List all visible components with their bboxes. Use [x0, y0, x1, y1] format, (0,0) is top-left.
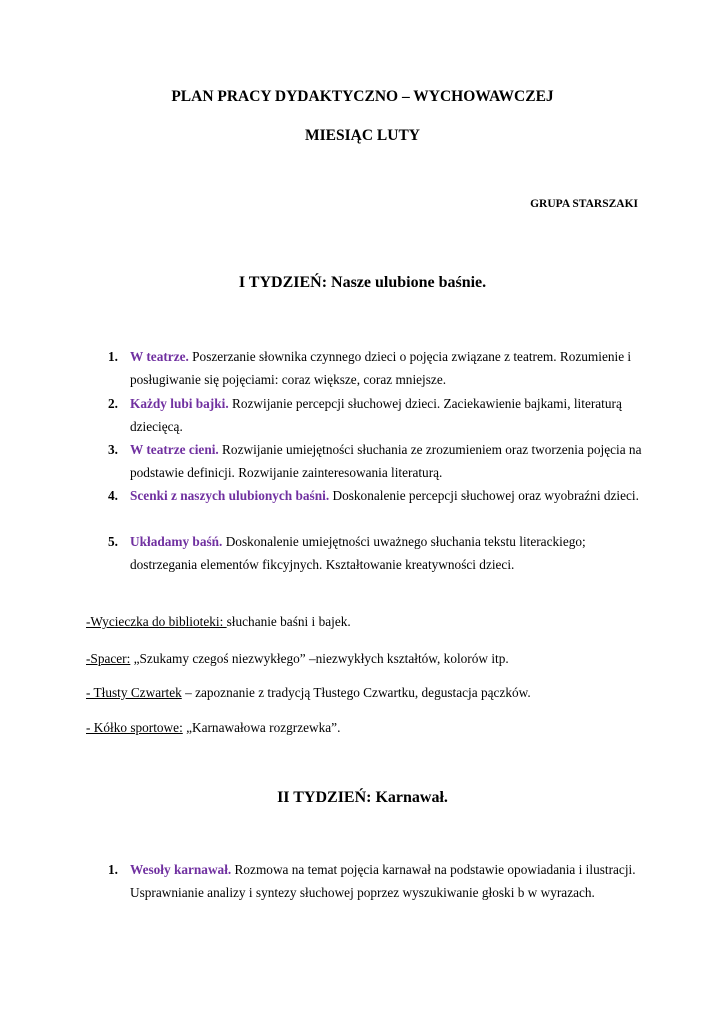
week1-heading: I TYDZIEŃ: Nasze ulubione baśnie. [238, 274, 487, 291]
item-number: 5. [108, 534, 118, 549]
document-subtitle: MIESIĄC LUTY [305, 127, 420, 144]
activity-library-trip [86, 614, 646, 630]
item-text: Rozmowa na temat pojęcia karnawał na podstawie opowiadania i ilustracji. Usprawnianie analizy i syntezy słuchowej poprzez wyszukiwanie głoski b w wyrazach. [130, 862, 636, 900]
group-label: GRUPA STARSZAKI [530, 198, 638, 210]
item-topic: Układamy baśń. [130, 534, 223, 549]
item-topic: Scenki z naszych ulubionych baśni. [130, 488, 330, 503]
item-number: 2. [108, 396, 118, 411]
item-number: 1. [108, 349, 118, 364]
item-topic: Każdy lubi bajki. [130, 396, 229, 411]
list-item [108, 345, 648, 391]
item-number: 3. [108, 442, 118, 457]
activity-label: -Spacer: [86, 651, 131, 666]
activity-sports-club [86, 720, 646, 736]
activity-text: „Szukamy czegoś niezwykłego” –niezwykłych kształtów, kolorów itp. [130, 651, 509, 666]
item-topic: W teatrze. [130, 349, 189, 364]
item-text: Doskonalenie umiejętności uważnego słuchania tekstu literackiego; dostrzegania elementów fikcyjnych. Kształtowanie kreatywności dzieci. [130, 534, 586, 572]
item-text: Rozwijanie percepcji słuchowej dzieci. Zaciekawienie bajkami, literaturą dziecięcą. [130, 396, 622, 434]
list-item [108, 858, 648, 904]
item-text: Rozwijanie umiejętności słuchania ze zrozumieniem oraz tworzenia pojęcia na podstawie definicji. Rozwijanie zainteresowania literaturą. [130, 442, 642, 480]
list-item [108, 530, 648, 576]
item-topic: W teatrze cieni. [130, 442, 219, 457]
activity-label: -Wycieczka do biblioteki: [86, 614, 227, 629]
activity-text: – zapoznanie z tradycją Tłustego Czwartku, degustacja pączków. [181, 685, 531, 700]
activity-walk [86, 651, 646, 667]
item-number: 1. [108, 862, 118, 877]
item-text: Poszerzanie słownika czynnego dzieci o pojęcia związane z teatrem. Rozumienie i posługiwanie się pojęciami: coraz większe, coraz mniejsze. [130, 349, 632, 387]
item-text: Doskonalenie percepcji słuchowej oraz wyobraźni dzieci. [329, 488, 639, 503]
list-item [108, 392, 648, 438]
activity-fat-thursday [86, 685, 646, 701]
activity-label: - Tłusty Czwartek [86, 685, 182, 700]
list-item [108, 484, 648, 507]
item-topic: Wesoły karnawał. [130, 862, 232, 877]
activity-label: - Kółko sportowe: [86, 720, 183, 735]
activity-text: „Karnawałowa rozgrzewka”. [182, 720, 341, 735]
activity-text: słuchanie baśni i bajek. [226, 614, 351, 629]
item-number: 4. [108, 488, 118, 503]
document-title: PLAN PRACY DYDAKTYCZNO – WYCHOWAWCZEJ [171, 88, 554, 105]
list-item [108, 438, 648, 484]
week2-heading: II TYDZIEŃ: Karnawał. [277, 789, 448, 806]
